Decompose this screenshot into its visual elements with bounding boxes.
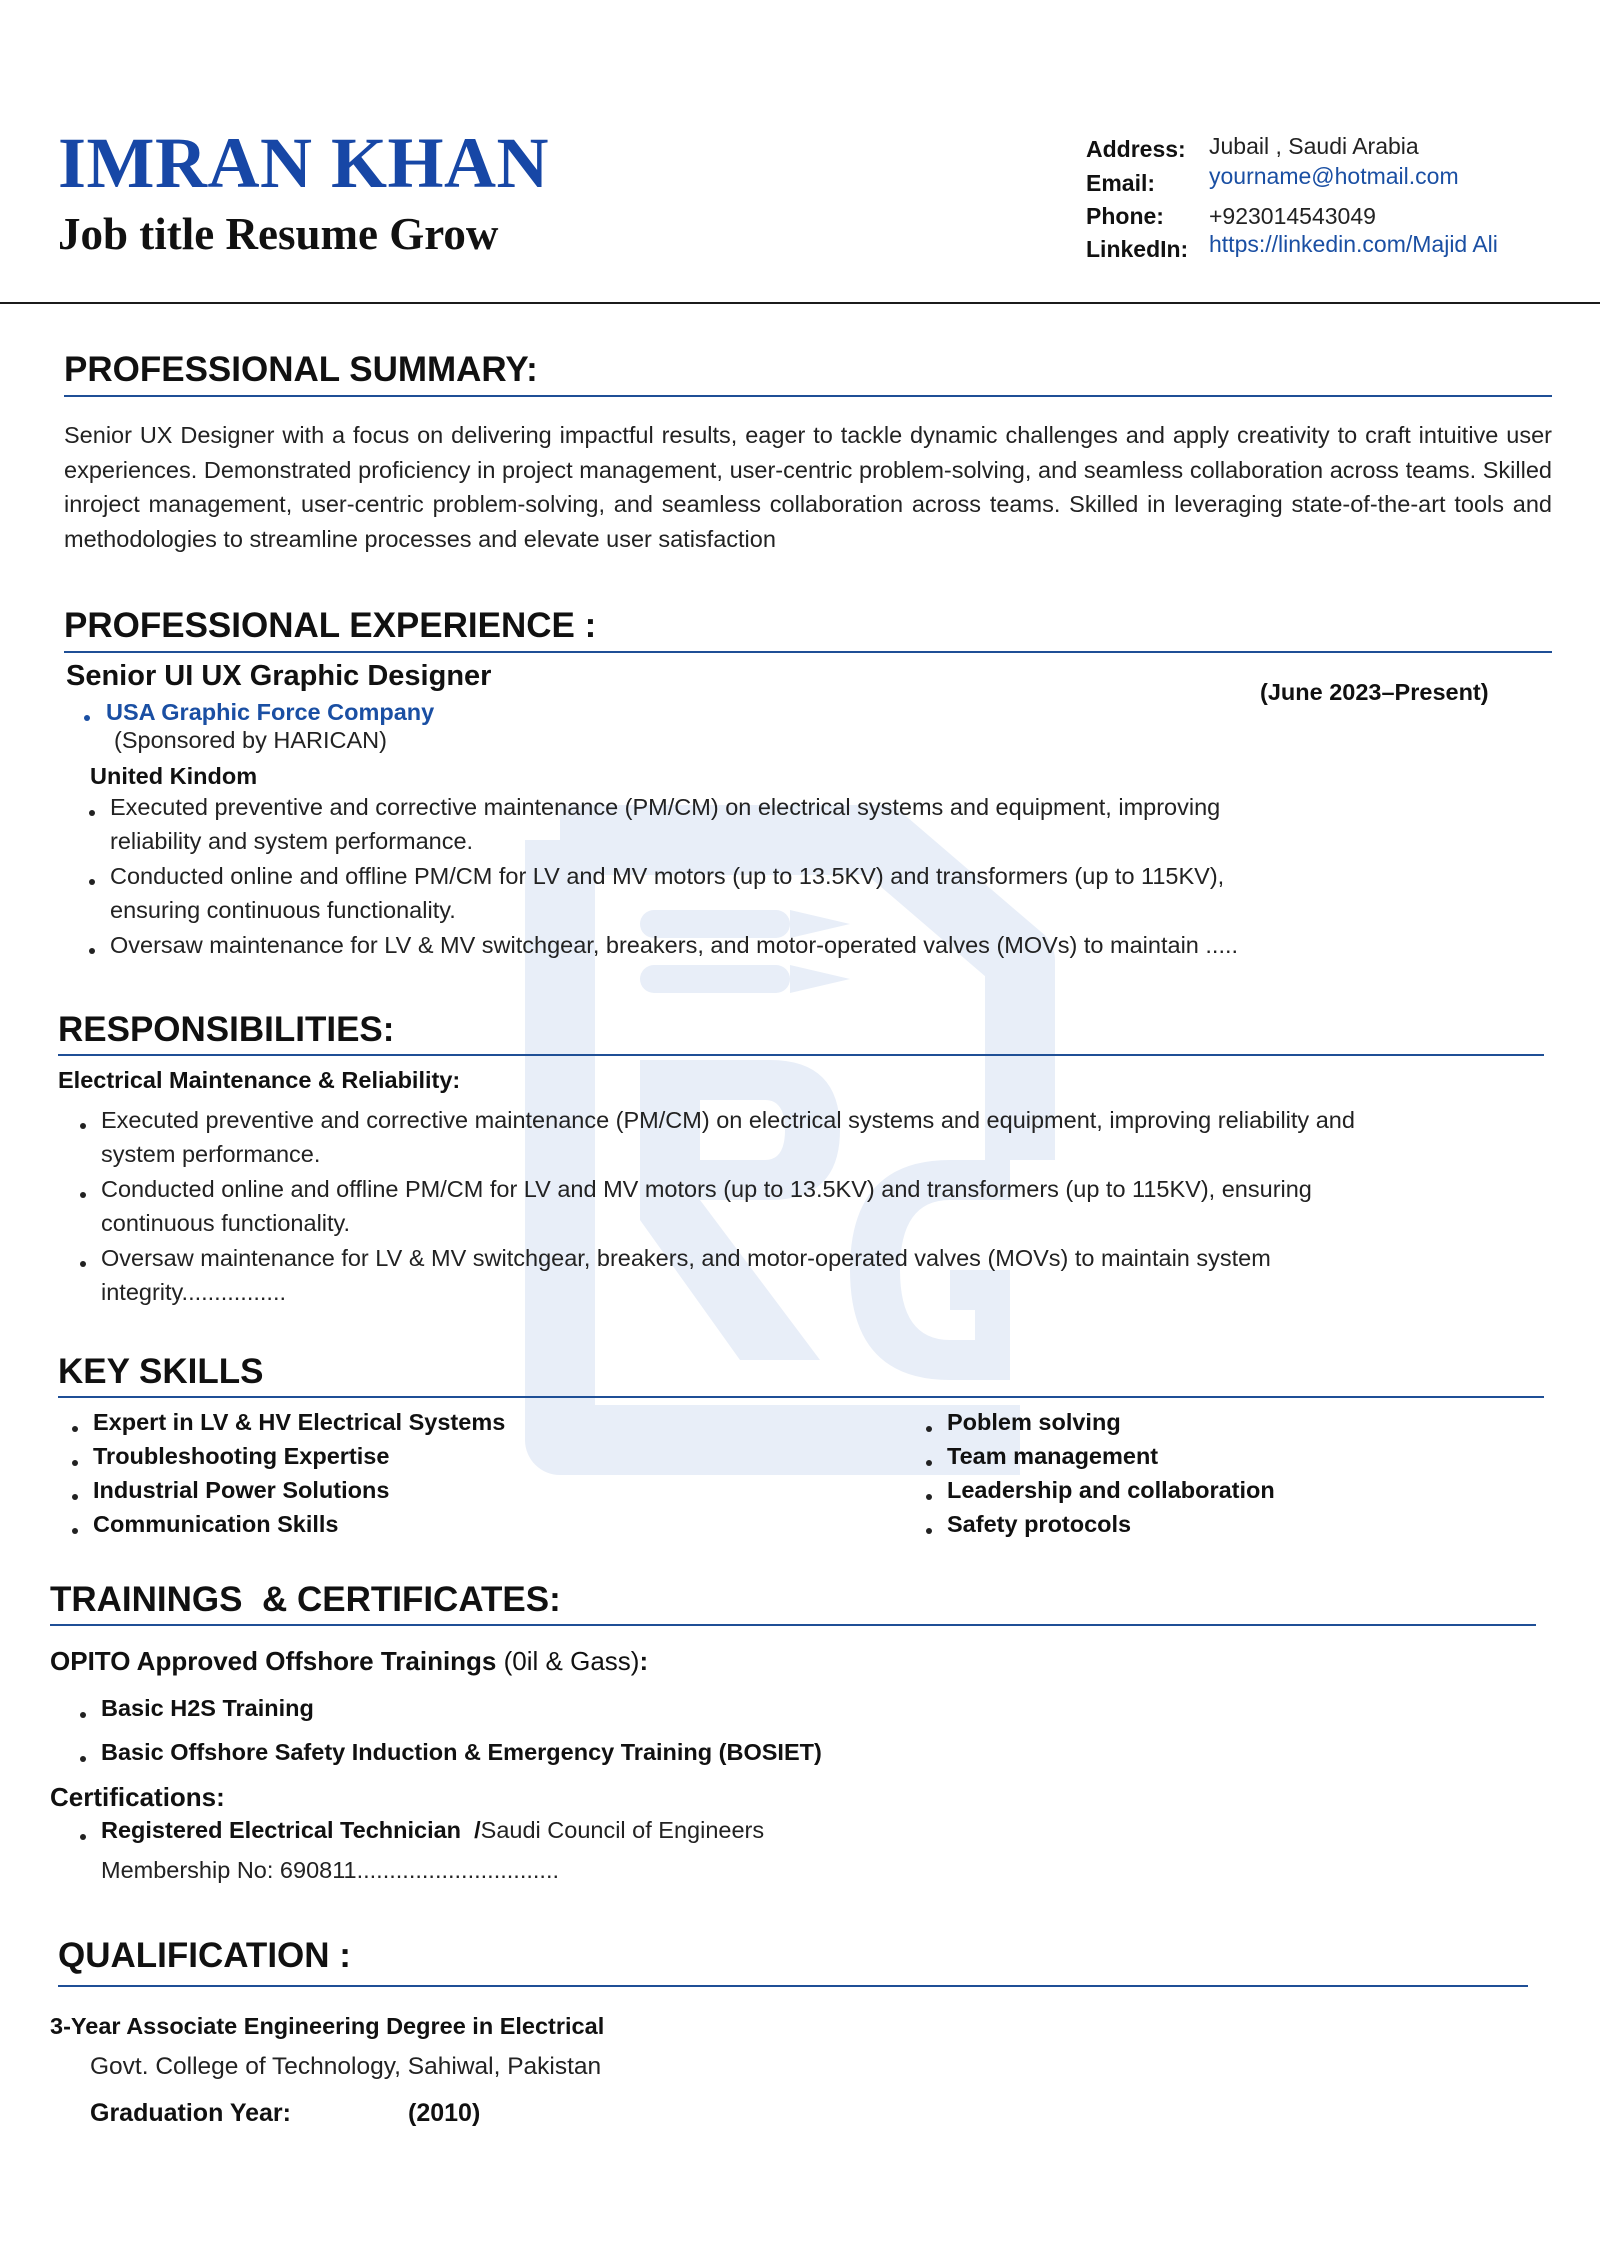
experience-bullet-2-line1: Conducted online and offline PM/CM for LV and MV motors (up to 13.5KV) and transformers (up to 115KV), [110,863,1225,889]
bullet-dot [80,1712,86,1718]
graduation-label: Graduation Year: [90,2099,291,2127]
skills-title: KEY SKILLS [58,1352,264,1391]
summary-title: PROFESSIONAL SUMMARY: [64,350,538,389]
skill-right-1: Poblem solving [947,1409,1121,1435]
opito-heading-bold: OPITO Approved Offshore Trainings [50,1646,497,1676]
header-divider [0,302,1600,304]
job-title: Job title Resume Grow [58,209,499,259]
experience-bullet-2-line2: ensuring continuous functionality. [110,897,456,923]
summary-rule [64,395,1552,397]
trainings-title: TRAININGS & CERTIFICATES: [50,1580,561,1619]
trainings-rule [50,1624,1536,1626]
responsibility-3-line2: integrity................ [101,1279,287,1305]
bullet-dot [72,1426,78,1432]
experience-role: Senior UI UX Graphic Designer [66,660,492,692]
bullet-dot [926,1426,932,1432]
bullet-dot [72,1528,78,1534]
membership-number: Membership No: 690811............................... [101,1857,559,1883]
summary-text: Senior UX Designer with a focus on delivering impactful results, eager to tackle dynamic challenges and apply creativity to craft intuitive user experiences. Demonstrated proficiency in project management, user-centric problem-solving, and seamless collaboration across teams. Skilled inroject management, user-centric problem-solving, and seamless collaboration across teams. Skilled in leveraging state-of-the-art tools and methodologies to streamline processes and elevate user satisfaction [64,422,1552,552]
training-item-1: Basic H2S Training [101,1695,314,1721]
responsibility-2-line2: continuous functionality. [101,1210,351,1236]
experience-location: United Kindom [90,763,258,789]
responsibilities-subtitle: Electrical Maintenance & Reliability: [58,1067,461,1093]
skill-right-3: Leadership and collaboration [947,1477,1275,1503]
responsibilities-title: RESPONSIBILITIES: [58,1010,395,1049]
bullet-dot [926,1528,932,1534]
responsibility-1-line2: system performance. [101,1141,321,1167]
certification-issuer: Saudi Council of Engineers [480,1817,765,1843]
qualification-rule [58,1985,1528,1987]
watermark-logo [520,800,1080,1490]
skills-rule [58,1396,1544,1398]
skill-left-1: Expert in LV & HV Electrical Systems [93,1409,506,1435]
bullet-dot [89,810,95,816]
experience-bullet-3: Oversaw maintenance for LV & MV switchgear, breakers, and motor-operated valves (MOVs) to maintain ..... [110,932,1239,958]
opito-heading-colon: : [639,1646,649,1676]
experience-bullet-1-line2: reliability and system performance. [110,828,474,854]
qualification-degree: 3-Year Associate Engineering Degree in Electrical [50,2013,605,2039]
contact-linkedin-label: LinkedIn: [1086,236,1189,262]
company-bullet [84,715,90,721]
experience-rule [64,651,1552,653]
contact-address-label: Address: [1086,136,1186,162]
graduation-year: (2010) [408,2099,481,2127]
opito-heading [50,1646,648,1677]
experience-sponsor: (Sponsored by HARICAN) [114,727,387,753]
bullet-dot [80,1261,86,1267]
bullet-dot [72,1494,78,1500]
opito-heading-plain: (0il & Gass) [496,1646,640,1676]
contact-email-label: Email: [1086,170,1156,196]
skill-left-3: Industrial Power Solutions [93,1477,390,1503]
skill-right-2: Team management [947,1443,1159,1469]
experience-title: PROFESSIONAL EXPERIENCE : [64,606,597,645]
bullet-dot [926,1494,932,1500]
experience-bullet-1-line1: Executed preventive and corrective maintenance (PM/CM) on electrical systems and equipment, improving [110,794,1221,820]
training-item-2: Basic Offshore Safety Induction & Emergency Training (BOSIET) [101,1739,822,1765]
skill-right-4: Safety protocols [947,1511,1132,1537]
contact-address-value: Jubail , Saudi Arabia [1209,133,1419,159]
qualification-college: Govt. College of Technology, Sahiwal, Pakistan [90,2053,602,2080]
bullet-dot [80,1756,86,1762]
qualification-title: QUALIFICATION : [58,1936,351,1975]
responsibility-1-line1: Executed preventive and corrective maintenance (PM/CM) on electrical systems and equipment, improving reliability and [101,1107,1355,1133]
certification-name: Registered Electrical Technician / [101,1817,481,1843]
experience-dates: (June 2023–Present) [1260,679,1489,705]
bullet-dot [72,1460,78,1466]
bullet-dot [89,879,95,885]
bullet-dot [89,948,95,954]
bullet-dot [926,1460,932,1466]
skill-left-4: Communication Skills [93,1511,339,1537]
skill-left-2: Troubleshooting Expertise [93,1443,390,1469]
contact-phone-label: Phone: [1086,203,1164,229]
experience-company: USA Graphic Force Company [106,699,435,725]
certifications-title: Certifications: [50,1782,225,1812]
responsibility-3-line1: Oversaw maintenance for LV & MV switchgear, breakers, and motor-operated valves (MOVs) to maintain system [101,1245,1271,1271]
contact-email-link[interactable]: yourname@hotmail.com [1209,163,1459,189]
contact-linkedin-link[interactable]: https://linkedin.com/Majid Ali [1209,231,1498,257]
bullet-dot [80,1192,86,1198]
bullet-dot [80,1123,86,1129]
bullet-dot [80,1834,86,1840]
responsibilities-rule [58,1054,1544,1056]
candidate-name: IMRAN KHAN [58,123,549,203]
responsibility-2-line1: Conducted online and offline PM/CM for LV and MV motors (up to 13.5KV) and transformers (up to 115KV), ensuring [101,1176,1312,1202]
contact-phone-value: +923014543049 [1209,203,1376,229]
certification-item [101,1817,764,1844]
